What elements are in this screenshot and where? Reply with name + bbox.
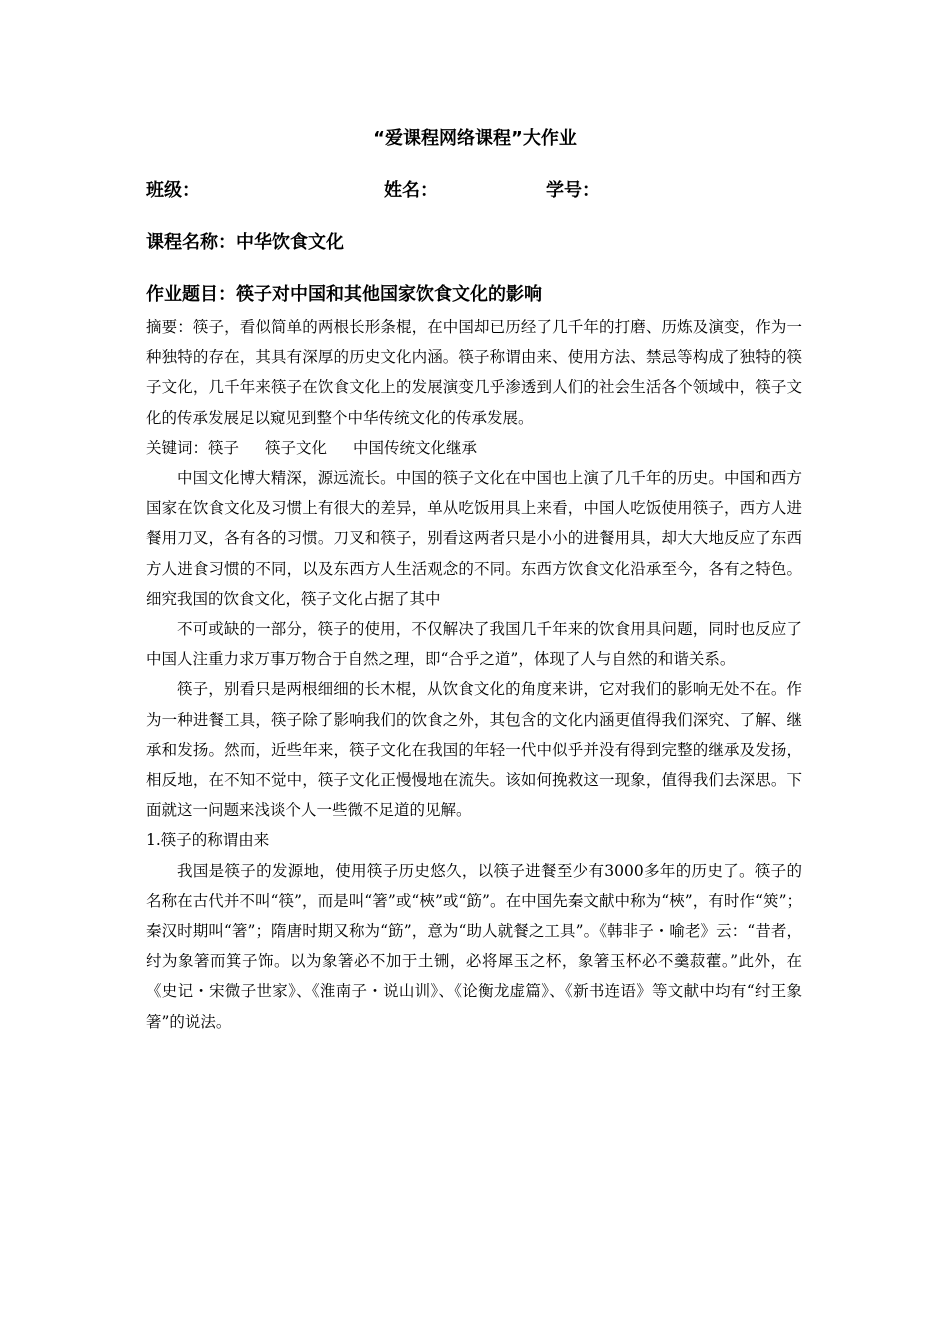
keywords-label: 关键词： <box>146 438 209 457</box>
course-name: 课程名称：中华饮食文化 <box>146 232 344 253</box>
keyword-item: 筷子 <box>208 438 240 457</box>
student-info-row <box>0 176 950 206</box>
assignment-topic: 作业题目：筷子对中国和其他国家饮食文化的影响 <box>146 284 542 305</box>
paragraph: 筷子，别看只是两根细细的长木棍，从饮食文化的角度来讲，它对我们的影响无处不在。作为一种进餐工具，筷子除了影响我们的饮食之外，其包含的文化内涵更值得我们深究、了解、继承和发扬。然而，近些年来，筷子文化在我国的年轻一代中似乎并没有得到完整的继承及发扬，相反地，在不知不觉中，筷子文化正慢慢地在流失。该如何挽救这一现象，值得我们去深思。下面就这一问题来浅谈个人一些微不足道的见解。 <box>146 680 802 820</box>
section-1-paragraph: 我国是筷子的发源地，使用筷子历史悠久，以筷子进餐至少有3000多年的历史了。筷子的名称在古代并不叫“筷”，而是叫“箸”或“梜”或“筯”。在中国先秦文献中称为“梜”，有时作“筴”；秦汉时期叫“箸”；隋唐时期又称为“筯”，意为“助人就餐之工具”。《韩非子・喻老》云：“昔者，纣为象箸而箕子饰。以为象箸必不加于土铏，必将犀玉之杯，象箸玉杯必不羹菽藿。”此外，在《史记・宋微子世家》、《淮南子・说山训》、《论衡龙虚篇》、《新书连语》等文献中均有“纣王象箸”的说法。 <box>146 861 802 1031</box>
keywords <box>146 433 802 463</box>
abstract: 摘要：筷子，看似简单的两根长形条棍，在中国却已历经了几千年的打磨、历炼及演变，作为一种独特的存在，其具有深厚的历史文化内涵。筷子称谓由来、使用方法、禁忌等构成了独特的筷子文化，几千年来筷子在饮食文化上的发展演变几乎渗透到人们的社会生活各个领域中，筷子文化的传承发展足以窥见到整个中华传统文化的传承发展。 <box>146 318 802 427</box>
paragraph: 中国文化博大精深，源远流长。中国的筷子文化在中国也上演了几千年的历史。中国和西方国家在饮食文化及习惯上有很大的差异，单从吃饭用具上来看，中国人吃饭使用筷子，西方人进餐用刀叉，各有各的习惯。刀叉和筷子，别看这两者只是小小的进餐用具，却大大地反应了东西方人进食习惯的不同，以及东西方人生活观念的不同。东西方饮食文化沿承至今，各有之特色。细究我国的饮食文化，筷子文化占据了其中 <box>146 469 802 608</box>
document-title: “爱课程网络课程”大作业 <box>373 128 577 149</box>
class-label: 班级： <box>146 180 200 201</box>
name-label: 姓名： <box>384 180 438 201</box>
keyword-item: 筷子文化 <box>265 438 328 457</box>
keyword-item: 中国传统文化继承 <box>353 438 478 457</box>
paragraph: 不可或缺的一部分，筷子的使用，不仅解决了我国几千年来的饮食用具问题，同时也反应了中国人注重力求万事万物合于自然之理，即“合乎之道”，体现了人与自然的和谐关系。 <box>146 620 802 669</box>
body-text <box>146 312 802 1037</box>
student-id-label: 学号： <box>546 180 600 201</box>
section-1-heading: 1.筷子的称谓由来 <box>146 831 270 850</box>
